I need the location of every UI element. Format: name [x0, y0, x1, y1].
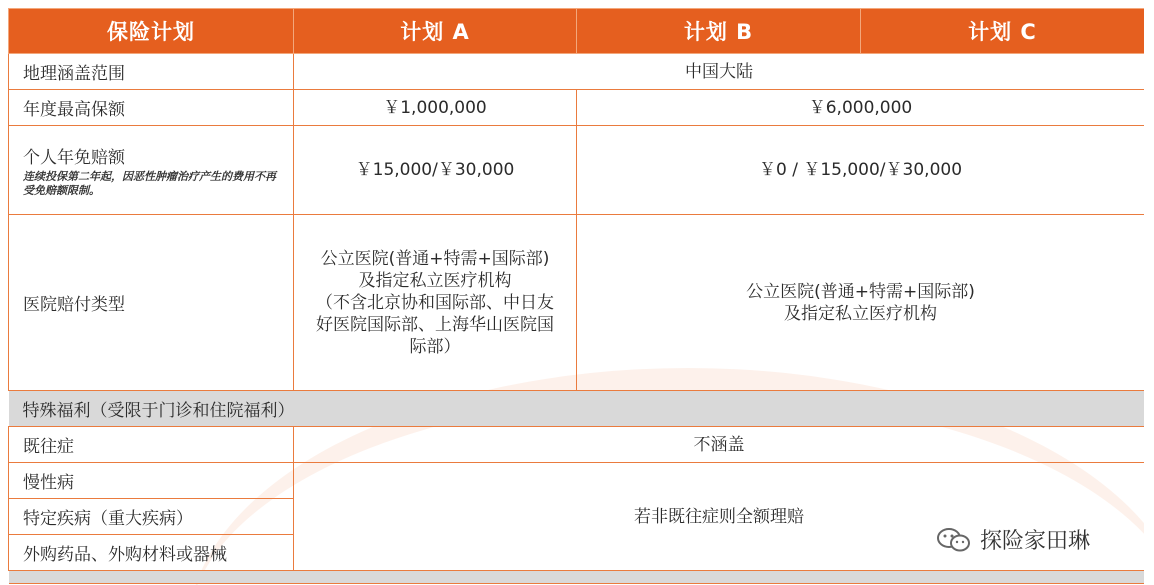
table-row — [9, 463, 1145, 499]
table-row — [9, 427, 1145, 463]
section-row-special — [9, 391, 1145, 427]
row-label-hospital: 医院赔付类型 — [9, 215, 294, 391]
row-label-deductible — [9, 126, 294, 215]
table-row — [9, 90, 1145, 126]
wechat-icon — [936, 526, 972, 554]
row-label-annual-limit: 年度最高保额 — [9, 90, 294, 126]
footer-row — [9, 571, 1145, 584]
watermark-text: 探险家田琳 — [980, 529, 1091, 554]
header-row — [9, 9, 1145, 54]
header-plan: 保险计划 — [9, 9, 294, 54]
annual-limit-plan-bc: ￥6,000,000 — [577, 90, 1145, 126]
row-label-chronic: 慢性病 — [9, 463, 294, 499]
header-plan-c: 计划 C — [861, 9, 1145, 54]
deductible-label: 个人年免赔额 — [23, 147, 125, 168]
insurance-plan-table — [8, 8, 1144, 584]
header-plan-b: 计划 B — [577, 9, 861, 54]
row-label-region: 地理涵盖范围 — [9, 54, 294, 90]
annual-limit-plan-a: ￥1,000,000 — [294, 90, 577, 126]
table-row — [9, 215, 1145, 391]
row-label-external: 外购药品、外购材料或器械 — [9, 535, 294, 571]
footer-band — [9, 571, 1145, 584]
section-title-special: 特殊福利（受限于门诊和住院福利） — [9, 391, 1145, 427]
insurance-plan-table-frame — [8, 8, 1144, 585]
table-row — [9, 54, 1145, 90]
deductible-plan-a: ￥15,000/￥30,000 — [294, 126, 577, 215]
hospital-plan-a: 公立医院(普通+特需+国际部) 及指定私立医疗机构 （不含北京协和国际部、中日友好医院国际部、上海华山医院国际部） — [294, 215, 577, 391]
deductible-plan-bc: ￥0 / ￥15,000/￥30,000 — [577, 126, 1145, 215]
preexisting-value: 不涵盖 — [294, 427, 1145, 463]
table-row — [9, 126, 1145, 215]
special-merged-value: 若非既往症则全额理赔 — [294, 463, 1145, 571]
deductible-note: 连续投保第二年起，因恶性肿瘤治疗产生的费用不再受免赔额限制。 — [23, 169, 276, 197]
hospital-plan-bc: 公立医院(普通+特需+国际部) 及指定私立医疗机构 — [577, 215, 1145, 391]
row-label-critical: 特定疾病（重大疾病） — [9, 499, 294, 535]
row-label-preexisting: 既往症 — [9, 427, 294, 463]
header-plan-a: 计划 A — [294, 9, 577, 54]
region-value: 中国大陆 — [294, 54, 1145, 90]
watermark — [936, 524, 1090, 555]
